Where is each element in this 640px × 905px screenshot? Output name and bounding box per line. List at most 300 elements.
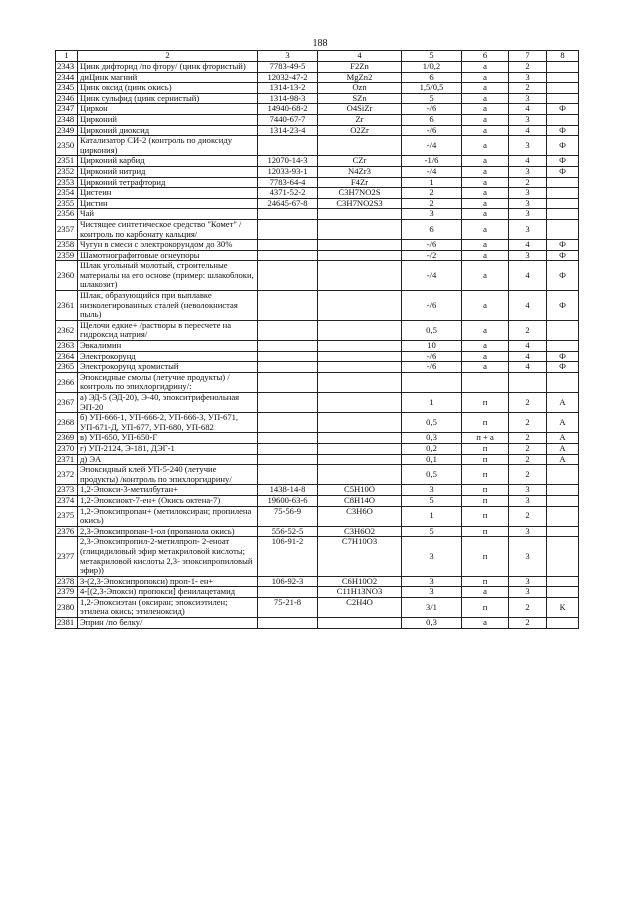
- special-mark: [547, 72, 579, 83]
- special-mark: [547, 114, 579, 125]
- hazard-class: 3: [509, 188, 547, 199]
- substance-name: Чай: [78, 209, 258, 220]
- hazard-class: 2: [509, 320, 547, 340]
- aggregate-state: п + а: [462, 433, 509, 444]
- special-mark: А: [547, 454, 579, 465]
- aggregate-state: а: [462, 240, 509, 251]
- row-number: 2349: [56, 125, 78, 136]
- row-number: 2343: [56, 62, 78, 73]
- aggregate-state: а: [462, 219, 509, 239]
- substance-name: Чугун в смеси с электрокорундом до 30%: [78, 240, 258, 251]
- row-number: 2351: [56, 156, 78, 167]
- formula: [318, 209, 402, 220]
- formula: [318, 393, 402, 413]
- mac-value: 0,2: [402, 443, 462, 454]
- table-row: [56, 250, 579, 261]
- table-row: [56, 209, 579, 220]
- aggregate-state: а: [462, 320, 509, 340]
- cas-number: [258, 261, 318, 291]
- row-number: 2369: [56, 433, 78, 444]
- header-col-7: 7: [509, 51, 547, 62]
- formula: [318, 291, 402, 321]
- aggregate-state: п: [462, 537, 509, 576]
- substance-name: Электрокорунд: [78, 351, 258, 362]
- table-row: [56, 320, 579, 340]
- substance-name: Цинк оксид (цинк окись): [78, 83, 258, 94]
- table-header-row: [56, 51, 579, 62]
- cas-number: 1314-98-3: [258, 93, 318, 104]
- special-mark: Ф: [547, 261, 579, 291]
- table-row: [56, 166, 579, 177]
- formula: [318, 618, 402, 629]
- table-row: [56, 526, 579, 537]
- table-row: [56, 495, 579, 506]
- special-mark: [547, 320, 579, 340]
- substance-name: Цинк сульфид (цинк сернистый): [78, 93, 258, 104]
- substance-name: диЦинк магний: [78, 72, 258, 83]
- substance-name: Эпоксидный клей УП-5-240 (летучие продукты) /контроль по эпихлоргидрину/: [78, 465, 258, 485]
- substance-table: [55, 50, 579, 629]
- special-mark: [547, 188, 579, 199]
- formula: C3H7NO2S3: [318, 198, 402, 209]
- row-number: 2370: [56, 443, 78, 454]
- aggregate-state: [462, 372, 509, 392]
- special-mark: [547, 576, 579, 587]
- hazard-class: 3: [509, 526, 547, 537]
- substance-name: г) УП-2124, Э-181, ДЭГ-1: [78, 443, 258, 454]
- mac-value: 3: [402, 587, 462, 598]
- mac-value: -/6: [402, 362, 462, 373]
- cas-number: [258, 250, 318, 261]
- formula: [318, 240, 402, 251]
- mac-value: 10: [402, 341, 462, 352]
- formula: O4SiZr: [318, 104, 402, 115]
- table-row: [56, 240, 579, 251]
- formula: [318, 413, 402, 433]
- table-row: [56, 341, 579, 352]
- special-mark: [547, 485, 579, 496]
- special-mark: [547, 526, 579, 537]
- aggregate-state: а: [462, 93, 509, 104]
- cas-number: 556-52-5: [258, 526, 318, 537]
- special-mark: [547, 93, 579, 104]
- table-row: [56, 506, 579, 526]
- hazard-class: 4: [509, 240, 547, 251]
- cas-number: 12032-47-2: [258, 72, 318, 83]
- special-mark: [547, 506, 579, 526]
- table-row: [56, 433, 579, 444]
- formula: C7H10O3: [318, 537, 402, 576]
- row-number: 2375: [56, 506, 78, 526]
- substance-name: Шлак угольный молотый, строительные материалы на его основе (пример: шлакоблоки, шлакозит): [78, 261, 258, 291]
- formula: C3H6O: [318, 506, 402, 526]
- aggregate-state: а: [462, 83, 509, 94]
- header-col-3: 3: [258, 51, 318, 62]
- table-row: [56, 587, 579, 598]
- hazard-class: 2: [509, 413, 547, 433]
- formula: CZr: [318, 156, 402, 167]
- cas-number: [258, 433, 318, 444]
- cas-number: [258, 341, 318, 352]
- special-mark: Ф: [547, 104, 579, 115]
- cas-number: 1314-23-4: [258, 125, 318, 136]
- formula: N4Zr3: [318, 166, 402, 177]
- aggregate-state: а: [462, 136, 509, 156]
- row-number: 2359: [56, 250, 78, 261]
- aggregate-state: а: [462, 362, 509, 373]
- special-mark: [547, 209, 579, 220]
- special-mark: [547, 341, 579, 352]
- hazard-class: 2: [509, 443, 547, 454]
- page-number: 188: [312, 38, 328, 49]
- substance-name: Катализатор СИ-2 (контроль по диоксиду циркония): [78, 136, 258, 156]
- row-number: 2357: [56, 219, 78, 239]
- hazard-class: 4: [509, 351, 547, 362]
- aggregate-state: п: [462, 495, 509, 506]
- cas-number: 106-91-2: [258, 537, 318, 576]
- aggregate-state: п: [462, 597, 509, 617]
- special-mark: [547, 62, 579, 73]
- row-number: 2360: [56, 261, 78, 291]
- formula: Zr: [318, 114, 402, 125]
- mac-value: 2: [402, 198, 462, 209]
- hazard-class: 2: [509, 83, 547, 94]
- aggregate-state: п: [462, 526, 509, 537]
- formula: SZn: [318, 93, 402, 104]
- row-number: 2355: [56, 198, 78, 209]
- mac-value: 3: [402, 576, 462, 587]
- table-row: [56, 136, 579, 156]
- aggregate-state: а: [462, 62, 509, 73]
- cas-number: [258, 291, 318, 321]
- hazard-class: 4: [509, 156, 547, 167]
- aggregate-state: а: [462, 291, 509, 321]
- row-number: 2344: [56, 72, 78, 83]
- mac-value: 0,5: [402, 465, 462, 485]
- hazard-class: 3: [509, 250, 547, 261]
- formula: [318, 362, 402, 373]
- aggregate-state: а: [462, 114, 509, 125]
- substance-name: Щелочи едкие+ /растворы в пересчете на гидроксид натрия/: [78, 320, 258, 340]
- formula: [318, 454, 402, 465]
- substance-name: Эприн /по белку/: [78, 618, 258, 629]
- formula: C11H13NO3: [318, 587, 402, 598]
- cas-number: 106-92-3: [258, 576, 318, 587]
- row-number: 2367: [56, 393, 78, 413]
- hazard-class: 2: [509, 506, 547, 526]
- special-mark: [547, 372, 579, 392]
- row-number: 2377: [56, 537, 78, 576]
- mac-value: -/6: [402, 125, 462, 136]
- cas-number: 7783-64-4: [258, 177, 318, 188]
- row-number: 2362: [56, 320, 78, 340]
- aggregate-state: п: [462, 413, 509, 433]
- aggregate-state: п: [462, 576, 509, 587]
- row-number: 2380: [56, 597, 78, 617]
- special-mark: А: [547, 433, 579, 444]
- cas-number: [258, 393, 318, 413]
- row-number: 2365: [56, 362, 78, 373]
- formula: [318, 320, 402, 340]
- cas-number: [258, 465, 318, 485]
- table-row: [56, 393, 579, 413]
- row-number: 2371: [56, 454, 78, 465]
- cas-number: [258, 587, 318, 598]
- hazard-class: 2: [509, 433, 547, 444]
- table-row: [56, 93, 579, 104]
- mac-value: -/4: [402, 136, 462, 156]
- formula: [318, 219, 402, 239]
- formula: Ozn: [318, 83, 402, 94]
- hazard-class: 2: [509, 454, 547, 465]
- table-row: [56, 261, 579, 291]
- hazard-class: 4: [509, 291, 547, 321]
- cas-number: [258, 219, 318, 239]
- mac-value: 5: [402, 93, 462, 104]
- hazard-class: 3: [509, 485, 547, 496]
- substance-name: в) УП-650, УП-650-Г: [78, 433, 258, 444]
- mac-value: 3: [402, 537, 462, 576]
- formula: [318, 372, 402, 392]
- formula: C3H7NO2S: [318, 188, 402, 199]
- cas-number: [258, 618, 318, 629]
- row-number: 2354: [56, 188, 78, 199]
- hazard-class: 3: [509, 537, 547, 576]
- hazard-class: 4: [509, 362, 547, 373]
- table-row: [56, 618, 579, 629]
- mac-value: 3: [402, 209, 462, 220]
- header-col-6: 6: [462, 51, 509, 62]
- mac-value: -/4: [402, 261, 462, 291]
- special-mark: [547, 198, 579, 209]
- formula: O2Zr: [318, 125, 402, 136]
- mac-value: 1: [402, 177, 462, 188]
- mac-value: 3: [402, 485, 462, 496]
- special-mark: Ф: [547, 362, 579, 373]
- cas-number: [258, 413, 318, 433]
- aggregate-state: а: [462, 72, 509, 83]
- special-mark: Ф: [547, 136, 579, 156]
- special-mark: Ф: [547, 250, 579, 261]
- substance-name: 1,2-Эпоксиокт-7-ен+ (Окись октена-7): [78, 495, 258, 506]
- cas-number: 75-56-9: [258, 506, 318, 526]
- mac-value: -/6: [402, 351, 462, 362]
- formula: [318, 465, 402, 485]
- table-row: [56, 114, 579, 125]
- hazard-class: 3: [509, 198, 547, 209]
- mac-value: -/6: [402, 104, 462, 115]
- mac-value: -/2: [402, 250, 462, 261]
- table-row: [56, 188, 579, 199]
- mac-value: 6: [402, 72, 462, 83]
- mac-value: -1/6: [402, 156, 462, 167]
- hazard-class: 2: [509, 465, 547, 485]
- special-mark: [547, 618, 579, 629]
- special-mark: [547, 495, 579, 506]
- substance-name: 2,3-Эпоксипропил-2-метилпроп- 2-еноат (глицидиловый эфир метакриловой кислоты; метакриловой кислоты 2,3- эпоксипропиловый эфир)): [78, 537, 258, 576]
- mac-value: 5: [402, 495, 462, 506]
- table-row: [56, 597, 579, 617]
- hazard-class: 3: [509, 209, 547, 220]
- hazard-class: 3: [509, 576, 547, 587]
- table-body: [56, 62, 579, 629]
- special-mark: Ф: [547, 291, 579, 321]
- aggregate-state: а: [462, 209, 509, 220]
- mac-value: 6: [402, 219, 462, 239]
- row-number: 2345: [56, 83, 78, 94]
- aggregate-state: а: [462, 250, 509, 261]
- substance-name: Циркон: [78, 104, 258, 115]
- formula: C3H6O2: [318, 526, 402, 537]
- special-mark: [547, 587, 579, 598]
- header-col-8: 8: [547, 51, 579, 62]
- formula: [318, 250, 402, 261]
- formula: MgZn2: [318, 72, 402, 83]
- cas-number: 1314-13-2: [258, 83, 318, 94]
- substance-name: Чистящее синтетическое средство "Комет" /контроль по карбонату кальция/: [78, 219, 258, 239]
- hazard-class: 2: [509, 393, 547, 413]
- hazard-class: 3: [509, 93, 547, 104]
- row-number: 2368: [56, 413, 78, 433]
- table-row: [56, 351, 579, 362]
- row-number: 2381: [56, 618, 78, 629]
- substance-name: Цирконий карбид: [78, 156, 258, 167]
- table-row: [56, 198, 579, 209]
- row-number: 2352: [56, 166, 78, 177]
- cas-number: [258, 372, 318, 392]
- row-number: 2350: [56, 136, 78, 156]
- cas-number: [258, 240, 318, 251]
- table-row: [56, 443, 579, 454]
- header-col-5: 5: [402, 51, 462, 62]
- table-row: [56, 537, 579, 576]
- formula: F4Zr: [318, 177, 402, 188]
- mac-value: 0,3: [402, 433, 462, 444]
- cas-number: [258, 209, 318, 220]
- substance-name: Цирконий тетрафторид: [78, 177, 258, 188]
- header-col-1: 1: [56, 51, 78, 62]
- row-number: 2356: [56, 209, 78, 220]
- hazard-class: 4: [509, 261, 547, 291]
- table-row: [56, 454, 579, 465]
- substance-name: 3-(2,3-Эпоксипропокси) проп-1- ен+: [78, 576, 258, 587]
- special-mark: [547, 465, 579, 485]
- mac-value: 2: [402, 188, 462, 199]
- special-mark: [547, 83, 579, 94]
- substance-name: Эпоксидные смолы (летучие продукты) /контроль по эпихлоргидрину/:: [78, 372, 258, 392]
- substance-name: 4-[(2,3-Эпокси) пропокси] фенилацетамид: [78, 587, 258, 598]
- substance-name: б) УП-666-1, УП-666-2, УП-666-3, УП-671, УП-671-Д, УП-677, УП-680, УП-682: [78, 413, 258, 433]
- formula: [318, 351, 402, 362]
- cas-number: 4371-52-2: [258, 188, 318, 199]
- substance-name: 1,2-Эпокси-3-метилбутан+: [78, 485, 258, 496]
- cas-number: 12070-14-3: [258, 156, 318, 167]
- aggregate-state: а: [462, 188, 509, 199]
- aggregate-state: п: [462, 506, 509, 526]
- aggregate-state: а: [462, 618, 509, 629]
- hazard-class: 3: [509, 72, 547, 83]
- hazard-class: 4: [509, 104, 547, 115]
- row-number: 2373: [56, 485, 78, 496]
- row-number: 2374: [56, 495, 78, 506]
- hazard-class: 2: [509, 177, 547, 188]
- aggregate-state: п: [462, 465, 509, 485]
- hazard-class: 3: [509, 587, 547, 598]
- mac-value: -/4: [402, 166, 462, 177]
- table-row: [56, 104, 579, 115]
- table-row: [56, 72, 579, 83]
- mac-value: 6: [402, 114, 462, 125]
- cas-number: 19600-63-6: [258, 495, 318, 506]
- table-row: [56, 413, 579, 433]
- table-row: [56, 83, 579, 94]
- hazard-class: 3: [509, 166, 547, 177]
- mac-value: 1: [402, 506, 462, 526]
- header-col-4: 4: [318, 51, 402, 62]
- aggregate-state: а: [462, 104, 509, 115]
- hazard-class: 2: [509, 62, 547, 73]
- hazard-class: 3: [509, 136, 547, 156]
- aggregate-state: а: [462, 261, 509, 291]
- special-mark: [547, 537, 579, 576]
- table-row: [56, 576, 579, 587]
- cas-number: [258, 351, 318, 362]
- row-number: 2379: [56, 587, 78, 598]
- mac-value: -/6: [402, 240, 462, 251]
- aggregate-state: п: [462, 454, 509, 465]
- aggregate-state: а: [462, 156, 509, 167]
- special-mark: Ф: [547, 156, 579, 167]
- special-mark: [547, 219, 579, 239]
- hazard-class: 3: [509, 114, 547, 125]
- substance-name: Цистин: [78, 198, 258, 209]
- hazard-class: [509, 372, 547, 392]
- table-row: [56, 156, 579, 167]
- cas-number: 14940-68-2: [258, 104, 318, 115]
- row-number: 2358: [56, 240, 78, 251]
- row-number: 2346: [56, 93, 78, 104]
- mac-value: 1: [402, 393, 462, 413]
- substance-name: Шамотнографитовые огнеупоры: [78, 250, 258, 261]
- formula: C2H4O: [318, 597, 402, 617]
- aggregate-state: а: [462, 351, 509, 362]
- aggregate-state: а: [462, 125, 509, 136]
- mac-value: 1/0,2: [402, 62, 462, 73]
- substance-name: 1,2-Эпоксипропан+ (метилоксиран; пропилена окись): [78, 506, 258, 526]
- cas-number: [258, 362, 318, 373]
- substance-name: 1,2-Эпоксиэтан (оксиран; эпоксиэтилен; этилена окись; этиленоксид): [78, 597, 258, 617]
- table-row: [56, 177, 579, 188]
- special-mark: [547, 177, 579, 188]
- cas-number: [258, 136, 318, 156]
- aggregate-state: а: [462, 341, 509, 352]
- special-mark: А: [547, 443, 579, 454]
- substance-name: Цирконий диоксид: [78, 125, 258, 136]
- table-row: [56, 125, 579, 136]
- aggregate-state: а: [462, 198, 509, 209]
- table-row: [56, 485, 579, 496]
- table-row: [56, 291, 579, 321]
- substance-name: Электрокорунд хромистый: [78, 362, 258, 373]
- hazard-class: 3: [509, 219, 547, 239]
- formula: [318, 433, 402, 444]
- aggregate-state: а: [462, 177, 509, 188]
- table-row: [56, 465, 579, 485]
- special-mark: К: [547, 597, 579, 617]
- mac-value: 0,3: [402, 618, 462, 629]
- substance-name: Эвкалимин: [78, 341, 258, 352]
- special-mark: Ф: [547, 351, 579, 362]
